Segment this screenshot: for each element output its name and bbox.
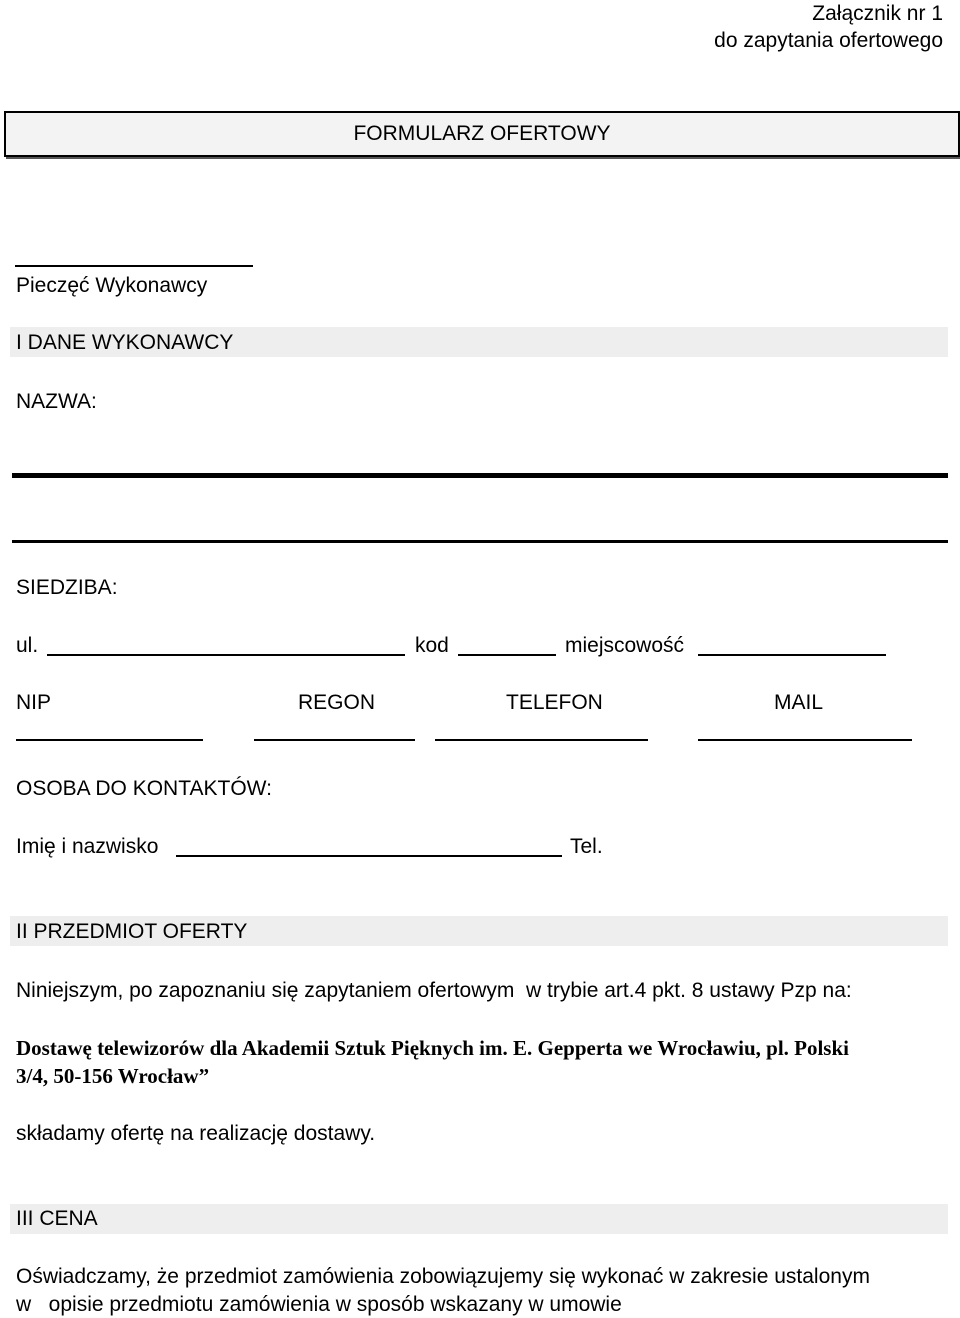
city-label: miejscowość [565, 634, 685, 657]
street-field[interactable] [47, 654, 405, 656]
offer-intro: Niniejszym, po zapoznaniu się zapytaniem ofertowym w trybie art.4 pkt. 8 ustawy Pzp na: [16, 979, 852, 1002]
phone-field[interactable] [435, 739, 648, 741]
fullname-field[interactable] [176, 855, 562, 857]
name-label: NAZWA: [16, 390, 97, 413]
postcode-field[interactable] [458, 654, 556, 656]
offer-subject-line2: 3/4, 50-156 Wrocław” [16, 1064, 210, 1088]
postcode-label: kod [415, 634, 449, 657]
annex-subtitle: do zapytania ofertowego [714, 29, 943, 52]
section3-band [10, 1204, 948, 1234]
form-title: FORMULARZ OFERTOWY [353, 122, 611, 145]
section1-title: I DANE WYKONAWCY [16, 331, 234, 354]
form-title-box [4, 111, 960, 157]
annex-label: Załącznik nr 1 [812, 2, 943, 25]
stamp-label: Pieczęć Wykonawcy [16, 274, 208, 297]
name-field-line[interactable] [12, 473, 948, 478]
phone-label: TELEFON [506, 691, 603, 714]
tel-label: Tel. [570, 835, 603, 858]
contact-label: OSOBA DO KONTAKTÓW: [16, 777, 272, 800]
offer-closing: składamy ofertę na realizację dostawy. [16, 1122, 376, 1145]
nip-field[interactable] [16, 739, 203, 741]
offer-subject-line1: Dostawę telewizorów dla Akademii Sztuk Pięknych im. E. Gepperta we Wrocławiu, pl. Polski [16, 1036, 849, 1060]
seat-label: SIEDZIBA: [16, 576, 118, 599]
regon-field[interactable] [254, 739, 415, 741]
section3-title: III CENA [16, 1207, 98, 1230]
section2-title: II PRZEDMIOT OFERTY [16, 920, 248, 943]
name-field-line-2[interactable] [12, 540, 948, 543]
stamp-line [15, 265, 253, 267]
price-statement-line1: Oświadczamy, że przedmiot zamówienia zobowiązujemy się wykonać w zakresie ustalonym [16, 1265, 870, 1288]
fullname-label: Imię i nazwisko [16, 835, 159, 858]
street-label: ul. [16, 634, 39, 657]
mail-label: MAIL [774, 691, 824, 714]
city-field[interactable] [698, 654, 886, 656]
mail-field[interactable] [698, 739, 912, 741]
regon-label: REGON [298, 691, 376, 714]
price-statement-line2: w opisie przedmiotu zamówienia w sposób wskazany w umowie [16, 1293, 622, 1316]
nip-label: NIP [16, 691, 52, 714]
